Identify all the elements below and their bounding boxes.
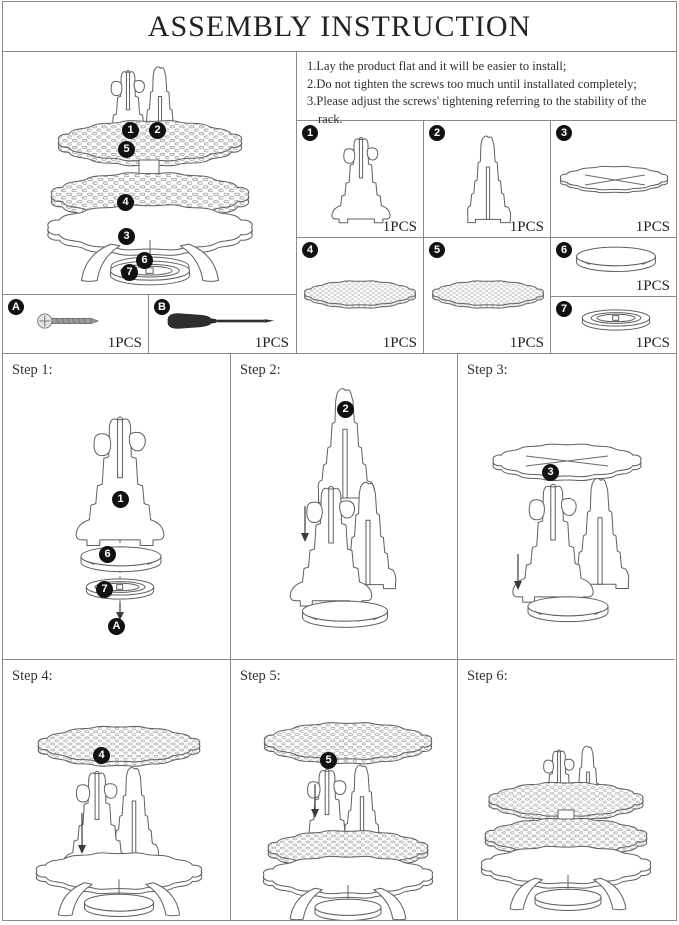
part-cell-2 [423,121,550,237]
step-1-cell [3,354,231,660]
part-badge: 2 [429,125,445,141]
part-badge: 1 [112,491,129,508]
part-qty: 1PCS [509,219,544,235]
part-badge: 6 [556,242,572,258]
part-badge: 4 [93,747,110,764]
step-5-cell [231,660,458,920]
part-cell-5 [423,238,550,353]
part-badge: 6 [99,546,116,563]
part-badge: 5 [429,242,445,258]
part-cell-7 [551,297,676,353]
instruction-sheet [2,1,677,921]
step-6-illustration [458,660,675,920]
part-badge: 2 [149,122,166,139]
overview-left [3,52,297,353]
part-badge: A [108,618,125,635]
part-badge: 1 [302,125,318,141]
step-label: Step 5: [240,668,281,684]
part-qty: 1PCS [509,335,544,351]
part-cell-1 [297,121,423,237]
part-qty: 1PCS [635,219,670,235]
step-3-illustration [458,354,675,659]
tool-qty: 1PCS [107,335,142,351]
part-badge: 3 [556,125,572,141]
part-badge: 1 [122,122,139,139]
step-3-cell [458,354,675,660]
part-badge: 6 [136,252,153,269]
part-qty: 1PCS [382,219,417,235]
part-qty: 1PCS [382,335,417,351]
part-badge: 7 [556,301,572,317]
step-6-cell [458,660,675,920]
tool-qty: 1PCS [254,335,289,351]
tool-badge-a: A [8,299,24,315]
part-qty: 1PCS [635,278,670,294]
parts-row-2 [297,238,676,353]
part-badge: 3 [542,464,559,481]
part-badge: 2 [337,401,354,418]
part-badge: 5 [118,141,135,158]
tools-row [3,294,296,353]
part-column [550,238,676,353]
tool-badge-b: B [154,299,170,315]
overview-right [297,52,676,353]
part-cell-4 [297,238,423,353]
page-title: ASSEMBLY INSTRUCTION [147,9,532,43]
part-qty: 1PCS [635,335,670,351]
step-2-illustration [231,354,458,659]
step-label: Step 2: [240,362,281,378]
part-badge: 4 [302,242,318,258]
step-2-cell [231,354,458,660]
overview-section [3,52,676,354]
part-cell-6 [551,238,676,297]
exploded-diagram [3,52,296,294]
step-label: Step 6: [467,668,508,684]
part-badge: 7 [121,264,138,281]
note-line: 2.Do not tighten the screws too much until installated completely; [307,76,637,91]
step-4-illustration [3,660,231,920]
title-box [3,2,676,52]
assembly-notes [297,52,676,126]
parts-grid [297,121,676,353]
part-badge: 4 [117,194,134,211]
step-5-illustration [231,660,458,920]
note-line: 3.Please adjust the screws' tightening referring to the stability of the rack. [307,94,647,126]
part-badge: 7 [96,581,113,598]
part-cell-3 [550,121,676,237]
part-badge: 5 [320,752,337,769]
steps-grid [3,354,676,920]
step-label: Step 1: [12,362,53,378]
part-badge: 3 [118,228,135,245]
step-label: Step 4: [12,668,53,684]
parts-row-1 [297,121,676,238]
note-line: 1.Lay the product flat and it will be easier to install; [307,59,567,73]
tool-cell-a [3,295,148,353]
step-4-cell [3,660,231,920]
tool-cell-b [148,295,295,353]
step-label: Step 3: [467,362,508,378]
